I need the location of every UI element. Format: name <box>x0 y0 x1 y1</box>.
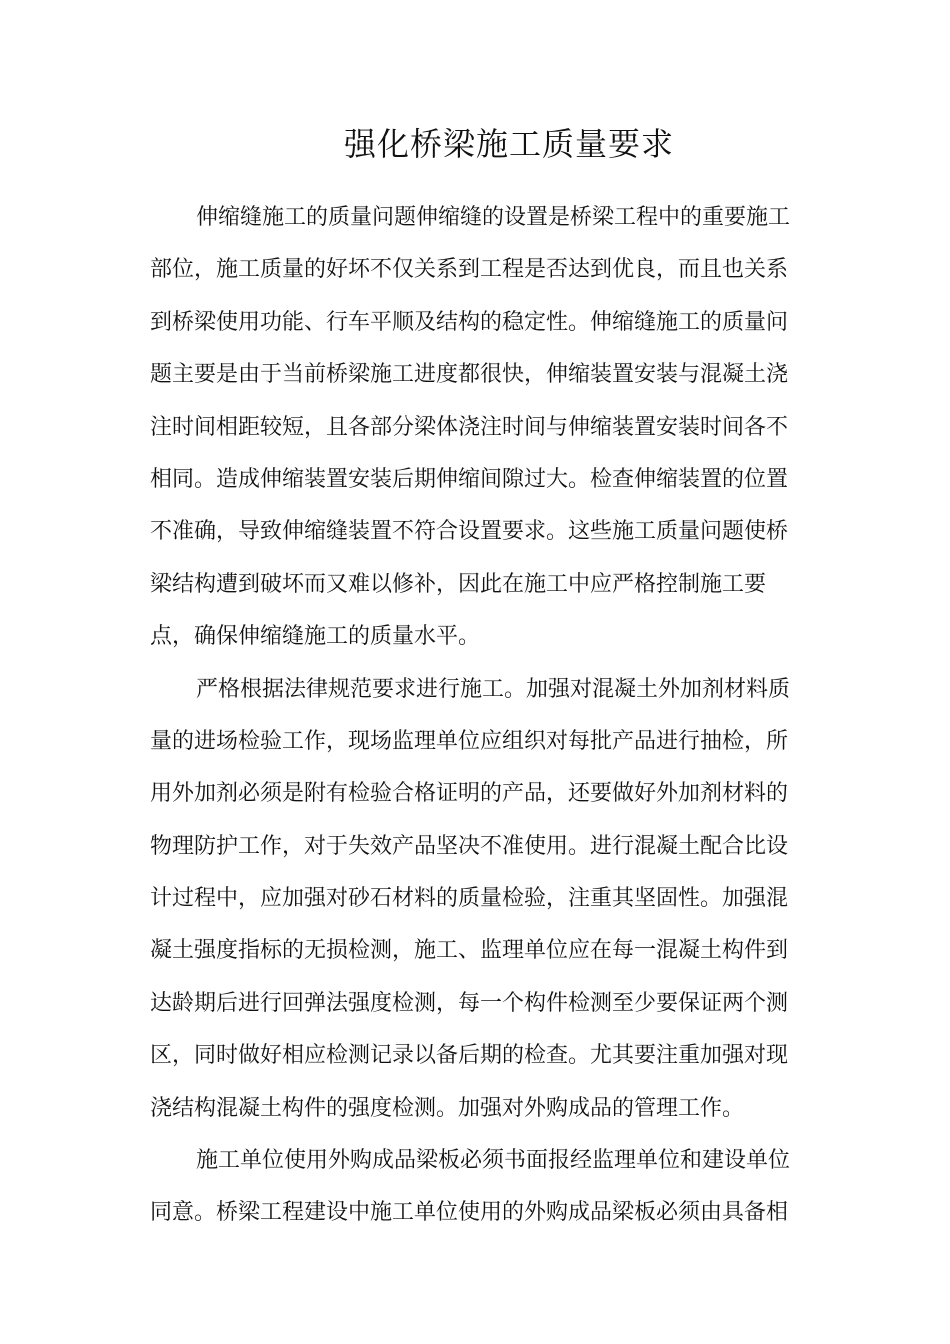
document-body <box>150 192 810 1240</box>
paragraph-1-line-5: 注时间相距较短，且各部分梁体浇注时间与伸缩装置安装时间各不 <box>150 414 789 440</box>
paragraph-1-line-2: 部位，施工质量的好坏不仅关系到工程是否达到优良，而且也关系 <box>150 257 789 283</box>
paragraph-1-line-9: 点，确保伸缩缝施工的质量水平。 <box>150 624 481 650</box>
paragraph-2-line-6: 凝土强度指标的无损检测，施工、监理单位应在每一混凝土构件到 <box>150 938 789 964</box>
paragraph-1-line-7: 不准确，导致伸缩缝装置不符合设置要求。这些施工质量问题使桥 <box>150 519 789 545</box>
paragraph-3-line-2: 同意。桥梁工程建设中施工单位使用的外购成品梁板必须由具备相 <box>150 1200 789 1226</box>
paragraph-2-line-2: 量的进场检验工作，现场监理单位应组织对每批产品进行抽检，所 <box>150 728 789 754</box>
paragraph-1-line-4: 题主要是由于当前桥梁施工进度都很快，伸缩装置安装与混凝土浇 <box>150 362 789 388</box>
paragraph-1-line-8: 梁结构遭到破坏而又难以修补，因此在施工中应严格控制施工要 <box>150 571 767 597</box>
paragraph-1-line-6: 相同。造成伸缩装置安装后期伸缩间隙过大。检查伸缩装置的位置 <box>150 466 789 492</box>
paragraph-2-line-3: 用外加剂必须是附有检验合格证明的产品，还要做好外加剂材料的 <box>150 781 789 807</box>
paragraph-1-line-3: 到桥梁使用功能、行车平顺及结构的稳定性。伸缩缝施工的质量问 <box>150 309 789 335</box>
paragraph-2-line-1: 严格根据法律规范要求进行施工。加强对混凝土外加剂材料质 <box>196 676 791 702</box>
paragraph-2-line-8: 区，同时做好相应检测记录以备后期的检查。尤其要注重加强对现 <box>150 1043 789 1069</box>
paragraph-3-line-1: 施工单位使用外购成品梁板必须书面报经监理单位和建设单位 <box>196 1148 791 1174</box>
paragraph-2-line-4: 物理防护工作，对于失效产品坚决不准使用。进行混凝土配合比设 <box>150 833 789 859</box>
paragraph-1-line-1: 伸缩缝施工的质量问题伸缩缝的设置是桥梁工程中的重要施工 <box>196 205 791 230</box>
paragraph-2-line-5: 计过程中，应加强对砂石材料的质量检验，注重其坚固性。加强混 <box>150 886 789 912</box>
paragraph-2-line-9: 浇结构混凝土构件的强度检测。加强对外购成品的管理工作。 <box>150 1095 745 1121</box>
document-title: 强化桥梁施工质量要求 <box>343 125 674 163</box>
paragraph-2-line-7: 达龄期后进行回弹法强度检测，每一个构件检测至少要保证两个测 <box>150 990 789 1016</box>
